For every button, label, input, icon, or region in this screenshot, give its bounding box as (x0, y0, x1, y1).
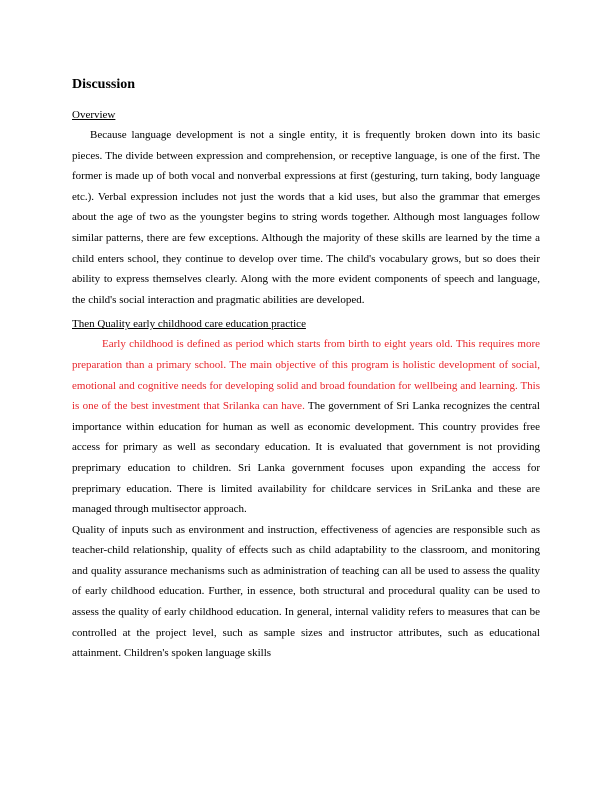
quality-body-text: The government of Sri Lanka recognizes the central importance within education for human as well as economic development. This country provides free access for primary as well as secondary education. It is evaluated that government is not providing preprimary education to children. Sri Lanka government focuses upon expanding the access for preprimary education. There is limited availability for childcare services in SriLanka and these are managed through multisector approach. (72, 400, 540, 516)
quality-subheading: Then Quality early childhood care education practice (72, 318, 306, 331)
overview-paragraph: Because language development is not a single entity, it is frequently broken down into its basic pieces. The divide between expression and comprehension, or receptive language, is one of the first. The former is made up of both vocal and nonverbal expressions at first (gesturing, turn taking, body language etc.). Verbal expression includes not just the words that a kid uses, but also the grammar that emerges about the age of two as the youngster begins to string words together. Although most languages follow similar patterns, there are few exceptions. Although the majority of these skills are learned by the time a child enters school, they continue to develop over time. The child's vocabulary grows, but so does their ability to express themselves clearly. Along with the more evident components of speech and language, the child's social interaction and pragmatic abilities are developed. (72, 129, 540, 306)
highlighted-text: Early childhood is defined as period which starts from birth to eight years old. This requires more preparation than a primary school. The main objective of this program is holistic development of social, emotional and cognitive needs for developing solid and broad foundation for wellbeing and learning. This is one of the best investment that Srilanka can have. (72, 338, 540, 413)
overview-subheading: Overview (72, 109, 116, 121)
quality-paragraph-2: Quality of inputs such as environment and instruction, effectiveness of agencies are responsible such as teacher-child relationship, quality of effects such as child adaptability to the classroom, and monitoring and quality assurance mechanisms such as administration of teaching can all be used to assess the quality of early childhood education. Further, in essence, both structural and procedural quality can be used to assess the quality of early childhood education. In general, internal validity refers to measures that can be controlled at the project level, such as sample sizes and instructor attributes, such as educational attainment. Children's spoken language skills (72, 523, 540, 660)
quality-paragraph (72, 334, 540, 519)
section-heading: Discussion (72, 77, 136, 92)
